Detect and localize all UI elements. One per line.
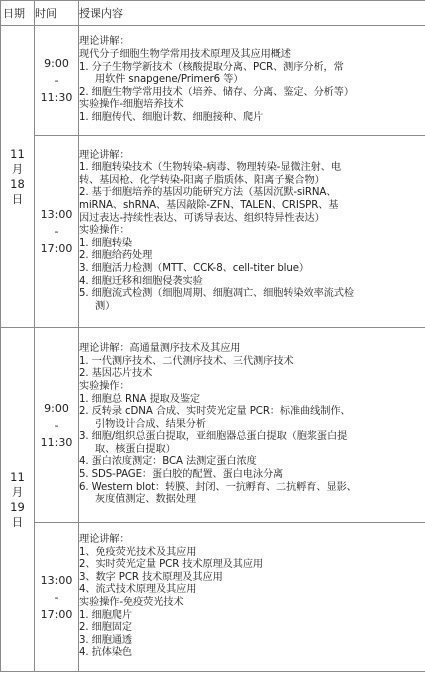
- content-line: 2. 基于细胞培养的基因功能研究方法（基因沉默-siRNA、: [79, 187, 337, 199]
- content-line: 1. 一代测序技术、二代测序技术、三代测序技术: [79, 355, 294, 367]
- content-cell: [79, 136, 425, 328]
- content-line: 2. 细胞生物学常用技术（培养、储存、分离、鉴定、分析等）: [79, 86, 354, 98]
- content-line: 1. 细胞爬片: [79, 609, 133, 621]
- table-row: [1, 523, 425, 672]
- content-line: 引物设计合成、结果分析: [95, 418, 206, 430]
- time-start: 9:00: [44, 57, 69, 70]
- content-cell: [79, 26, 425, 136]
- content-line: 测）: [95, 300, 116, 312]
- content-line: 现代分子细胞生物学常用技术原理及其应用概述: [79, 49, 291, 61]
- header-date: 日期: [1, 1, 35, 26]
- time-separator: -: [54, 590, 59, 604]
- header-time: 时间: [35, 1, 79, 26]
- content-line: 理论讲解：: [79, 149, 130, 161]
- date-part: 11: [10, 469, 25, 484]
- table-row: [1, 328, 425, 523]
- date-part: 日: [11, 191, 24, 206]
- date-cell: [1, 328, 35, 672]
- content-line: 理论讲解：: [79, 36, 130, 48]
- content-line: 实验操作-免疫荧光技术: [79, 597, 184, 608]
- date-part: 11: [10, 146, 25, 161]
- content-line: 1、免疫荧光技术及其应用: [79, 546, 197, 558]
- content-line: 3. 细胞/组织总蛋白提取，亚细胞器总蛋白提取（胞浆蛋白提: [79, 431, 348, 443]
- time-cell: [35, 26, 79, 136]
- content-line: 6. Western blot：转膜、封闭、一抗孵育、二抗孵育、显影、: [79, 481, 357, 493]
- header-content: 授课内容: [79, 1, 425, 26]
- content-line: 1. 细胞传代、细胞计数、细胞接种、爬片: [79, 111, 264, 123]
- content-line: 5. 细胞流式检测（细胞周期、细胞凋亡、细胞转染效率流式检: [79, 288, 354, 300]
- time-end: 11:30: [40, 91, 73, 104]
- content-line: 4、流式技术原理及其应用: [79, 584, 197, 596]
- date-part: 日: [11, 514, 24, 529]
- content-line: 1. 细胞转染技术（生物转染-病毒、物理转染-显微注射、电: [79, 162, 341, 174]
- content-line: 4. 抗体染色: [79, 647, 133, 659]
- content-line: 1. 分子生物学新技术（核酸提取分离、PCR、测序分析，常: [79, 61, 344, 73]
- time-start: 13:00: [40, 573, 73, 587]
- time-start: 9:00: [44, 401, 69, 415]
- time-end: 17:00: [40, 242, 73, 255]
- time-start: 13:00: [40, 208, 73, 221]
- time-separator: -: [54, 418, 59, 432]
- content-cell: [79, 328, 425, 523]
- content-line: 2、实时荧光定量 PCR 技术原理及其应用: [79, 559, 264, 571]
- header-row: [1, 1, 425, 26]
- content-line: 2. 基因芯片技术: [79, 368, 153, 380]
- content-line: 灰度值测定、数据处理: [95, 494, 196, 506]
- date-part: 月: [11, 161, 24, 176]
- content-line: miRNA、shRNA、基因敲除-ZFN、TALEN、CRISPR、基: [79, 200, 339, 212]
- content-line: 3、数字 PCR 技术原理及其应用: [79, 571, 223, 583]
- date-part: 18: [10, 176, 25, 191]
- content-line: 2. 细胞给药处理: [79, 250, 153, 262]
- time-end: 17:00: [40, 607, 73, 621]
- content-line: 2. 细胞固定: [79, 622, 133, 634]
- date-part: 月: [11, 484, 24, 499]
- content-line: 取、核蛋白提取）: [95, 443, 176, 455]
- time-end: 11:30: [40, 435, 73, 449]
- time-separator: -: [54, 225, 59, 238]
- table-row: [1, 26, 425, 136]
- content-line: 用软件 snapgene/Primer6 等）: [95, 74, 244, 86]
- content-line: 5. SDS-PAGE：蛋白胶的配置、蛋白电泳分离: [79, 469, 284, 481]
- table-row: [1, 136, 425, 328]
- content-line: 2. 反转录 cDNA 合成、实时荧光定量 PCR：标准曲线制作、: [79, 406, 351, 418]
- content-line: 3. 细胞活力检测（MTT、CCK-8、cell-titer blue）: [79, 262, 310, 274]
- content-line: 理论讲解：高通量测序技术及其应用: [79, 343, 241, 355]
- time-separator: -: [54, 74, 59, 87]
- content-line: 4. 蛋白浓度测定：BCA 法测定蛋白浓度: [79, 456, 257, 468]
- content-cell: [79, 523, 425, 672]
- time-cell: [35, 328, 79, 523]
- content-line: 3. 细胞通透: [79, 634, 133, 646]
- content-line: 4. 细胞迁移和细胞侵袭实验: [79, 275, 203, 287]
- date-cell: [1, 26, 35, 328]
- time-cell: [35, 523, 79, 672]
- time-cell: [35, 136, 79, 328]
- content-line: 1. 细胞转染: [79, 237, 133, 249]
- content-line: 实验操作-细胞培养技术: [79, 99, 184, 111]
- content-line: 因过表达-持续性表达、可诱导表达、组织特异性表达）: [79, 212, 325, 224]
- content-line: 理论讲解：: [79, 534, 130, 546]
- content-line: 转、基因枪、化学转染-阳离子脂质体、阳离子聚合物）: [79, 174, 325, 186]
- content-line: 实验操作：: [79, 380, 130, 392]
- date-part: 19: [10, 499, 25, 514]
- content-line: 实验操作：: [79, 225, 130, 237]
- content-line: 1. 细胞总 RNA 提取及鉴定: [79, 393, 201, 405]
